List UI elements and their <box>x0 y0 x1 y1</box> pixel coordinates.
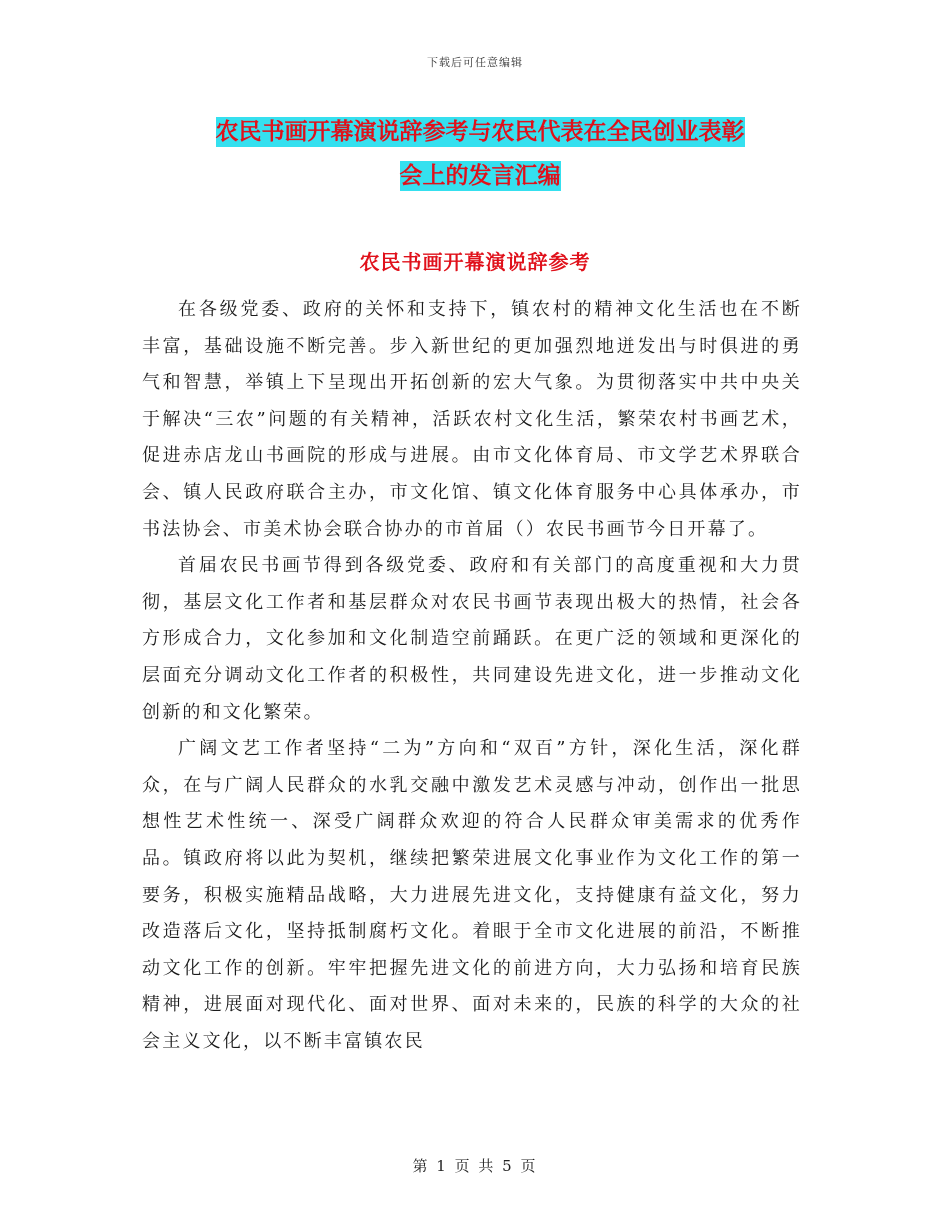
document-title <box>140 110 820 198</box>
paragraph: 广阔文艺工作者坚持“二为”方向和“双百”方针，深化生活，深化群众，在与广阔人民群众的水乳交融中激发艺术灵感与冲动，创作出一批思想性艺术性统一、深受广阔群众欢迎的符合人民群众审美需求的优秀作品。镇政府将以此为契机，继续把繁荣进展文化事业作为文化工作的第一要务，积极实施精品战略，大力进展先进文化，支持健康有益文化，努力改造落后文化，坚持抵制腐朽文化。着眼于全市文化进展的前沿，不断推动文化工作的创新。牢牢把握先进文化的前进方向，大力弘扬和培育民族精神，进展面对现代化、面对世界、面对未来的，民族的科学的大众的社会主义文化，以不断丰富镇农民 <box>142 738 802 1052</box>
header-note: 下载后可任意编辑 <box>427 56 523 69</box>
paragraph: 在各级党委、政府的关怀和支持下，镇农村的精神文化生活也在不断丰富，基础设施不断完善。步入新世纪的更加强烈地迸发出与时俱进的勇气和智慧，举镇上下呈现出开拓创新的宏大气象。为贯彻落实中共中央关于解决“三农”问题的有关精神，活跃农村文化生活，繁荣农村书画艺术，促进赤店龙山书画院的形成与进展。由市文化体育局、市文学艺术界联合会、镇人民政府联合主办，市文化馆、镇文化体育服务中心具体承办，市书法协会、市美术协会联合协办的市首届（）农民书画节今日开幕了。 <box>142 299 802 540</box>
document-title-line-1: 农民书画开幕演说辞参考与农民代表在全民创业表彰 <box>215 119 745 145</box>
section-title: 农民书画开幕演说辞参考 <box>359 250 591 274</box>
page-footer: 第 1 页 共 5 页 <box>412 1157 538 1175</box>
document-title-line-2: 会上的发言汇编 <box>399 163 561 189</box>
body-text <box>142 292 802 1060</box>
paragraph: 首届农民书画节得到各级党委、政府和有关部门的高度重视和大力贯彻，基层文化工作者和基层群众对农民书画节表现出极大的热情，社会各方形成合力，文化参加和文化制造空前踊跃。在更广泛的领域和更深化的层面充分调动文化工作者的积极性，共同建设先进文化，进一步推动文化创新的和文化繁荣。 <box>142 555 802 723</box>
